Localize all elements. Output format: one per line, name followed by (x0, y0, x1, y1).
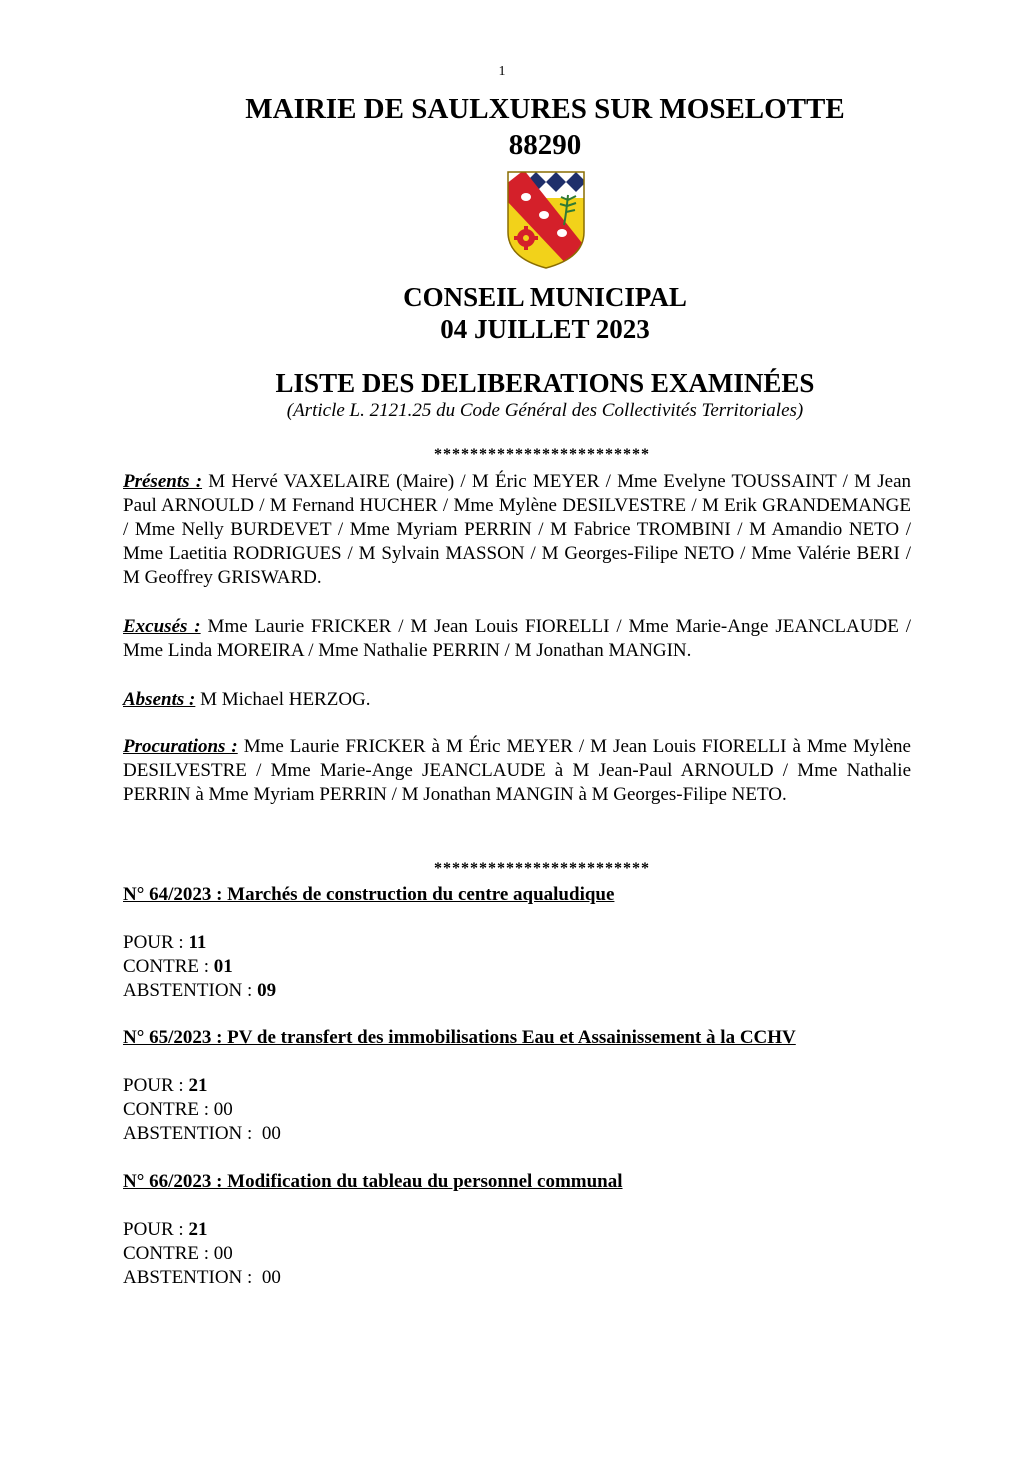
absents-label: Absents : (123, 689, 196, 710)
presents-paragraph (123, 470, 911, 590)
page-number: 1 (498, 64, 506, 79)
vote-pour (123, 931, 206, 955)
procurations-label: Procurations : (123, 736, 238, 757)
vote-contre (123, 1242, 233, 1266)
vote-pour (123, 1074, 207, 1098)
vote-contre (123, 955, 233, 979)
vote-contre (123, 1098, 233, 1122)
vote-value: 09 (257, 980, 277, 1001)
vote-label: CONTRE : (123, 1099, 214, 1120)
absents-paragraph (123, 688, 911, 712)
vote-abstention (123, 1266, 281, 1290)
excuses-paragraph (123, 615, 911, 663)
vote-label: CONTRE : (123, 956, 214, 977)
deliberation-title: N° 64/2023 : Marchés de construction du centre aqualudique (123, 884, 615, 905)
excuses-text: Mme Laurie FRICKER / M Jean Louis FIORELLI / Mme Marie-Ange JEANCLAUDE / Mme Linda MOREIRA / Mme Nathalie PERRIN / M Jonathan MANGIN. (123, 616, 911, 661)
vote-label: ABSTENTION : (123, 1267, 262, 1288)
deliberation-title: N° 65/2023 : PV de transfert des immobilisations Eau et Assainissement à la CCHV (123, 1027, 796, 1048)
vote-value: 21 (188, 1075, 208, 1096)
vote-value: 00 (213, 1243, 233, 1264)
deliberation-title: N° 66/2023 : Modification du tableau du personnel communal (123, 1171, 623, 1192)
meeting-title: CONSEIL MUNICIPAL (403, 282, 687, 312)
vote-label: POUR : (123, 1075, 189, 1096)
vote-value: 11 (188, 932, 207, 953)
vote-abstention (123, 1122, 281, 1146)
vote-value: 00 (213, 1099, 233, 1120)
vote-label: POUR : (123, 1219, 189, 1240)
town-hall-title: MAIRIE DE SAULXURES SUR MOSELOTTE (245, 93, 845, 125)
vote-abstention (123, 979, 276, 1003)
vote-label: ABSTENTION : (123, 1123, 262, 1144)
presents-text: M Hervé VAXELAIRE (Maire) / M Éric MEYER / Mme Evelyne TOUSSAINT / M Jean Paul ARNOULD / M Fernand HUCHER / Mme Mylène DESILVESTRE / M Erik GRANDEMANGE / Mme Nelly BURDEVET / Mme Myriam PERRIN / M Fabrice TROMBINI / M Amandio NETO / Mme Laetitia RODRIGUES / M Sylvain MASSON / M Georges-Filipe NETO / Mme Valérie BERI / M Geoffrey GRISWARD. (123, 471, 911, 588)
separator: ************************ (434, 446, 650, 463)
absents-text: M Michael HERZOG. (195, 689, 371, 710)
separator: ************************ (434, 860, 650, 877)
vote-value: 00 (261, 1123, 281, 1144)
vote-label: ABSTENTION : (123, 980, 258, 1001)
postal-code: 88290 (508, 129, 582, 161)
list-title: LISTE DES DELIBERATIONS EXAMINÉES (275, 368, 815, 398)
meeting-date: 04 JUILLET 2023 (440, 314, 650, 344)
procurations-text: Mme Laurie FRICKER à M Éric MEYER / M Jean Louis FIORELLI à Mme Mylène DESILVESTRE / Mme Marie-Ange JEANCLAUDE à M Jean-Paul ARNOULD / Mme Nathalie PERRIN à Mme Myriam PERRIN / M Jonathan MANGIN à M Georges-Filipe NETO. (123, 736, 911, 805)
vote-pour (123, 1218, 207, 1242)
procurations-paragraph (123, 735, 911, 807)
vote-value: 01 (213, 956, 233, 977)
excuses-label: Excusés : (123, 616, 201, 637)
vote-value: 00 (261, 1267, 281, 1288)
list-subtitle: (Article L. 2121.25 du Code Général des Collectivités Territoriales) (286, 400, 804, 421)
municipal-coat-of-arms-icon (506, 170, 586, 270)
presents-label: Présents : (123, 471, 203, 492)
vote-label: CONTRE : (123, 1243, 214, 1264)
vote-label: POUR : (123, 932, 189, 953)
vote-value: 21 (188, 1219, 208, 1240)
